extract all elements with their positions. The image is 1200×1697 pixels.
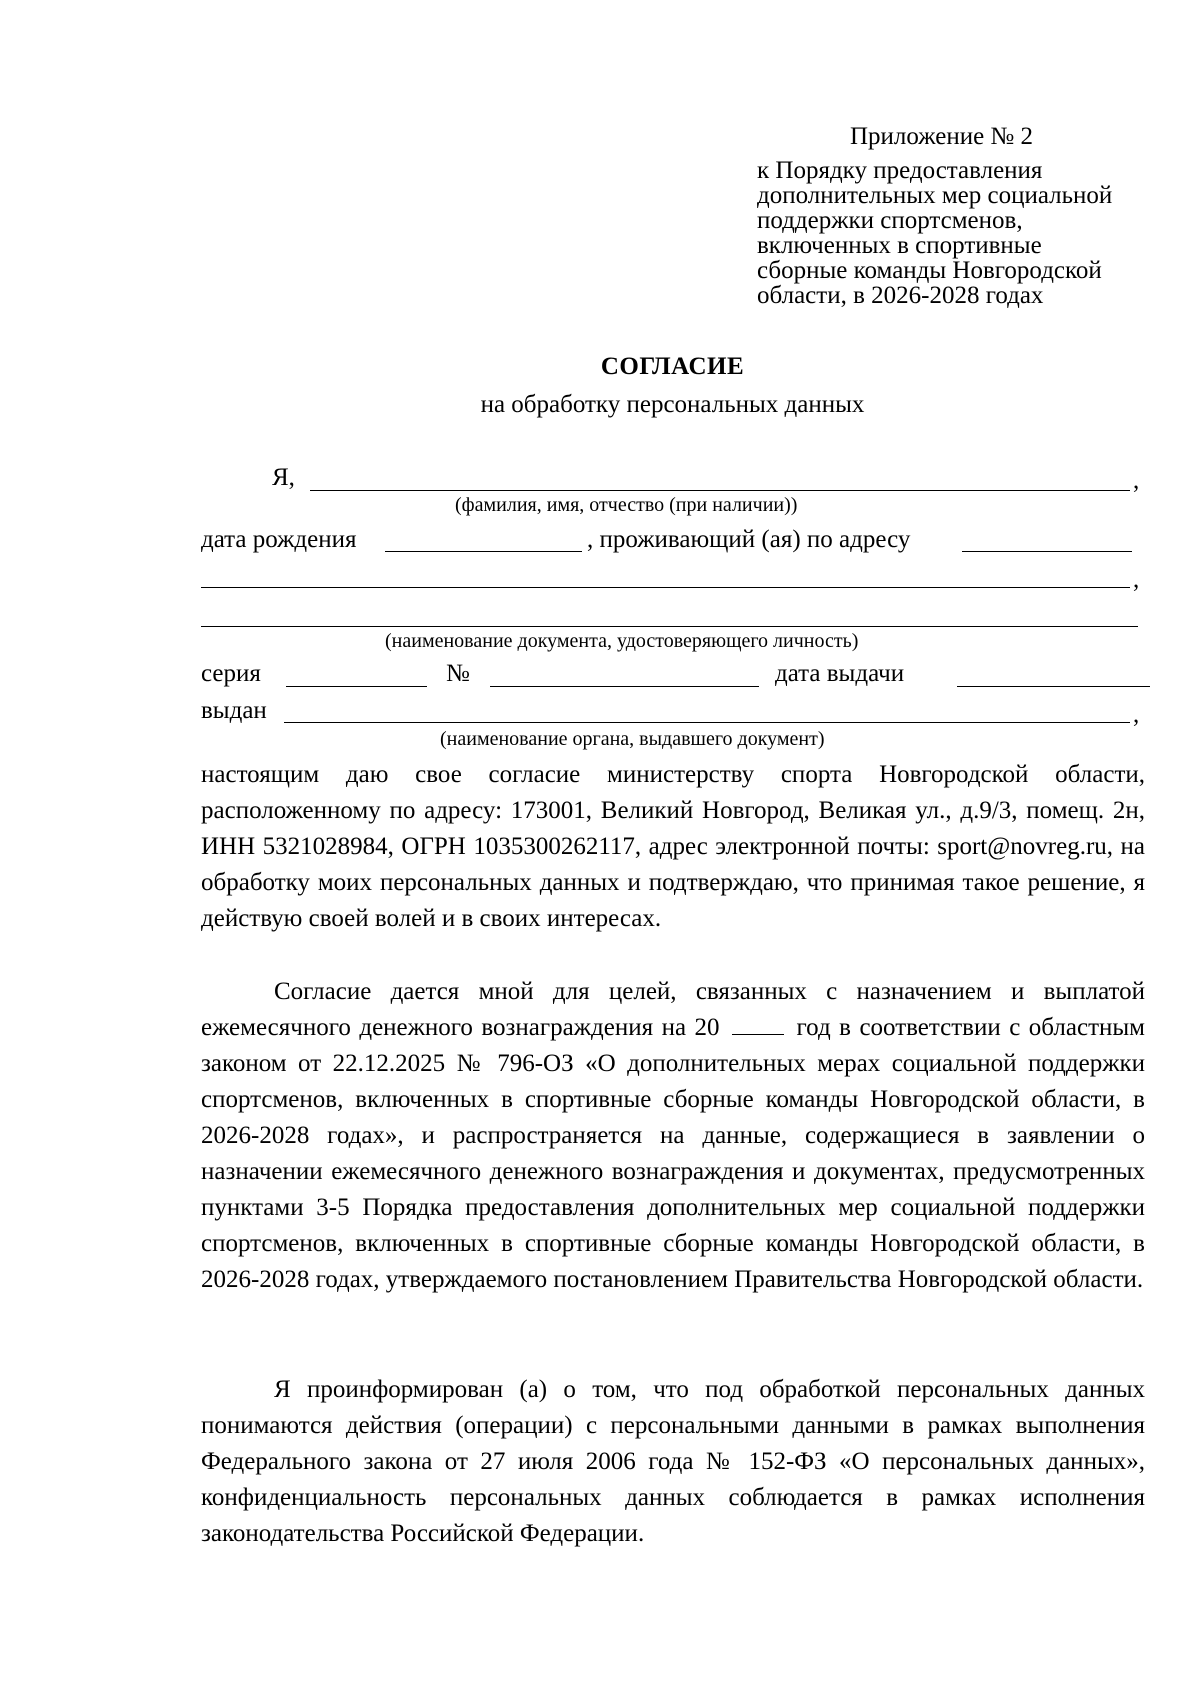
appendix-reference-line: дополнительных мер социальной: [757, 182, 1113, 209]
issued-by-label: выдан: [201, 697, 267, 724]
appendix-reference: [757, 158, 1157, 308]
paragraph-2-text-end: год в соответствии с областным законом от 22.12.2025 № 796-ОЗ «О дополнительных мерах социальной поддержки спортсменов, включенных в спортивные сборные команды Новгородской области, в 2026-2028 годах», и распространяется на данные, содержащиеся в заявлении о назначении ежемесячного денежного вознаграждения и документах, предусмотренных пунктами 3-5 Порядка предоставления дополнительных мер социальной поддержки спортсменов, включенных в спортивные сборные команды Новгородской области, в 2026-2028 годах, утверждаемого постановлением Правительства Новгородской области.: [201, 1014, 1145, 1293]
appendix-reference-line: сборные команды Новгородской: [757, 257, 1102, 284]
series-field[interactable]: [286, 686, 427, 687]
birth-date-label: дата рождения: [201, 526, 357, 553]
issue-date-field[interactable]: [957, 686, 1150, 687]
issued-by-field[interactable]: [284, 722, 1130, 723]
consent-paragraph-1: настоящим даю свое согласие министерству спорта Новгородской области, расположенному по адресу: 173001, Великий Новгород, Великая ул., д.9/3, помещ. 2н, ИНН 5321028984, ОГРН 1035300262117, адрес электронной почты: sport@novreg.ru, на обработку моих персональных данных и подтверждаю, что принимая такое решение, я действую своей волей и в своих интересах.: [201, 761, 1145, 932]
appendix-reference-line: включенных в спортивные: [757, 232, 1042, 259]
consent-paragraph-3: Я проинформирован (а) о том, что под обработкой персональных данных понимаются действия (операции) с персональными данными в рамках выполнения Федерального закона от 27 июля 2006 года № 152-ФЗ «О персональных данных», конфиденциальность персональных данных соблюдается в рамках исполнения законодательства Российской Федерации.: [201, 1376, 1145, 1547]
issued-by-comma: ,: [1133, 701, 1140, 728]
id-document-caption: (наименование документа, удостоверяющего личность): [385, 630, 859, 652]
address-field-continuation[interactable]: [201, 587, 1130, 588]
fio-comma: ,: [1133, 467, 1140, 494]
id-document-field[interactable]: [201, 626, 1138, 627]
birth-date-field[interactable]: [385, 551, 582, 552]
fio-caption: (фамилия, имя, отчество (при наличии)): [455, 494, 798, 516]
address-comma: ,: [1133, 566, 1140, 593]
issue-date-label: дата выдачи: [775, 660, 905, 687]
number-label: №: [446, 660, 470, 687]
number-field[interactable]: [490, 686, 759, 687]
document-subtitle: на обработку персональных данных: [480, 391, 865, 418]
consent-paragraph-2: [201, 974, 1145, 1298]
year-blank-field[interactable]: [732, 1016, 784, 1035]
paragraph-2-text-start: Согласие дается мной для целей, связанных с назначением и выплатой ежемесячного денежного вознаграждения на 20: [201, 978, 1145, 1041]
fio-field[interactable]: [310, 490, 1130, 491]
appendix-reference-line: поддержки спортсменов,: [757, 207, 1023, 234]
address-label: , проживающий (ая) по адресу: [587, 526, 911, 553]
address-field-start[interactable]: [962, 551, 1132, 552]
appendix-reference-line: к Порядку предоставления: [757, 157, 1043, 184]
appendix-reference-line: области, в 2026-2028 годах: [757, 282, 1044, 309]
appendix-title: Приложение № 2: [850, 123, 1034, 150]
issuer-caption: (наименование органа, выдавшего документ): [440, 728, 825, 750]
document-title: СОГЛАСИЕ: [600, 353, 745, 380]
series-label: серия: [201, 660, 261, 687]
i-label: Я,: [272, 464, 295, 491]
